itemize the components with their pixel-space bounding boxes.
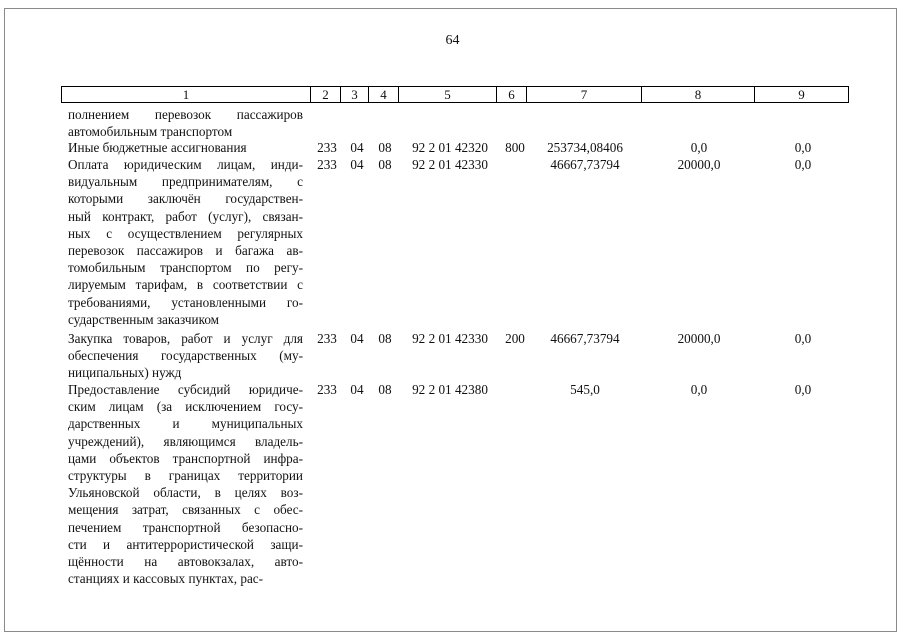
cell-c3: 04 [350, 157, 364, 172]
cell-c8: 20000,0 [677, 157, 721, 172]
cell-c7: 545,0 [570, 382, 600, 397]
header-col-9: 9 [798, 87, 805, 102]
description-line: ниципальных) нужд [68, 365, 182, 381]
cell-c4: 08 [378, 331, 392, 346]
header-col-3: 3 [341, 87, 369, 102]
description-line: Оплата юридическим лицам, инди- [68, 157, 303, 172]
cell-c8: 20000,0 [677, 331, 721, 346]
row-description [68, 139, 303, 156]
cell-c9: 0,0 [794, 157, 812, 172]
cell-c9: 0,0 [794, 382, 812, 397]
cell-c9: 0,0 [794, 331, 812, 346]
cell-c8: 0,0 [690, 382, 708, 397]
cell-c5: 92 2 01 42380 [412, 382, 488, 397]
description-line: лируемым тарифам, в соответствии с [68, 277, 303, 293]
row-description [68, 156, 303, 328]
cell-c7: 253734,08406 [547, 140, 623, 155]
description-line: мещения затрат, связанных с обес- [68, 502, 303, 518]
description-line: структуры в границах территории [68, 468, 303, 484]
header-col-7: 7 [527, 87, 642, 102]
cell-c6: 200 [505, 331, 525, 346]
description-line: видуальным предпринимателям, с [68, 174, 303, 190]
header-col-6: 6 [497, 87, 527, 102]
description-line: учреждений), являющимся владель- [68, 433, 303, 449]
description-line: Ульяновской области, в целях воз- [68, 485, 303, 501]
description-line: печением транспортной безопасно- [68, 519, 303, 535]
cell-c4: 08 [378, 157, 392, 172]
cell-c6: 800 [505, 140, 525, 155]
cell-c7: 46667,73794 [550, 157, 620, 172]
header-col-5: 5 [399, 87, 497, 102]
header-col-8: 8 [642, 87, 755, 102]
description-line: автомобильным транспортом [68, 124, 233, 140]
cell-c3: 04 [350, 382, 364, 397]
header-col-1: 1 [62, 87, 311, 102]
description-line: которыми заключён государствен- [68, 191, 303, 207]
cell-c2: 233 [317, 331, 337, 346]
cell-c3: 04 [350, 331, 364, 346]
cell-c5: 92 2 01 42330 [412, 331, 488, 346]
description-line: перевозок пассажиров и багажа ав- [68, 243, 303, 259]
header-col-4: 4 [369, 87, 399, 102]
row-description [68, 106, 303, 140]
cell-c5: 92 2 01 42320 [412, 140, 488, 155]
cell-c4: 08 [378, 382, 392, 397]
description-line: полнением перевозок пассажиров [68, 107, 303, 122]
description-line: цами объектов транспортной инфра- [68, 450, 303, 466]
cell-c7: 46667,73794 [550, 331, 620, 346]
description-line: щённости на автовокзалах, авто- [68, 554, 303, 570]
cell-c8: 0,0 [690, 140, 708, 155]
description-line: станциях и кассовых пунктах, рас- [68, 571, 264, 587]
description-line: ный контракт, работ (услуг), связан- [68, 208, 303, 224]
page-number: 64 [445, 33, 460, 48]
row-description [68, 330, 303, 382]
cell-c2: 233 [317, 382, 337, 397]
description-line: томобильным транспортом по регу- [68, 260, 303, 276]
description-line: ных с осуществлением регулярных [68, 225, 303, 241]
description-line: сти и антитеррористической защи- [68, 536, 303, 552]
description-line: требованиями, установленными го- [68, 294, 303, 310]
description-line: сударственным заказчиком [68, 311, 220, 327]
description-line: Иные бюджетные ассигнования [68, 140, 247, 155]
row-description [68, 381, 303, 587]
description-line: ским лицам (за исключением госу- [68, 399, 303, 415]
cell-c4: 08 [378, 140, 392, 155]
description-line: Закупка товаров, работ и услуг для [68, 331, 303, 346]
description-line: дарственных и муниципальных [68, 416, 303, 432]
cell-c3: 04 [350, 140, 364, 155]
cell-c2: 233 [317, 157, 337, 172]
cell-c9: 0,0 [794, 140, 812, 155]
description-line: Предоставление субсидий юридиче- [68, 382, 303, 397]
description-line: обеспечения государственных (му- [68, 348, 303, 364]
cell-c2: 233 [317, 140, 337, 155]
cell-c5: 92 2 01 42330 [412, 157, 488, 172]
header-col-2: 2 [311, 87, 341, 102]
